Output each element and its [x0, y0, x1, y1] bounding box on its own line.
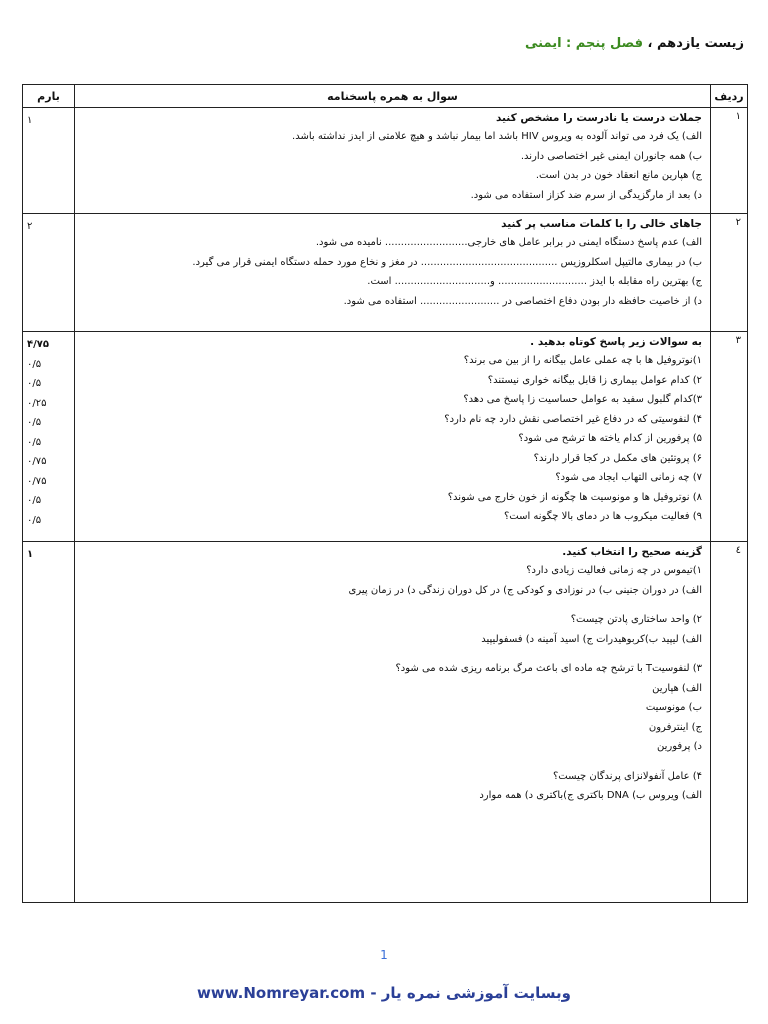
question-title: به سوالات زیر پاسخ کوتاه بدهید .	[530, 336, 702, 348]
row-number: ۲	[711, 214, 748, 332]
footer-website-link[interactable]: وبسایت آموزشی نمره یار - www.Nomreyar.com	[197, 984, 571, 1002]
question-line: ۱)نوتروفیل ها با چه عملی عامل بیگانه را از بین می برند؟	[463, 355, 702, 366]
col-question-header: سوال به همره پاسخنامه	[75, 85, 711, 108]
score-value: ۰/۵	[27, 495, 42, 506]
chapter-title: فصل پنجم : ایمنی	[525, 36, 643, 51]
col-score-header: بارم	[23, 85, 75, 108]
question-cell	[75, 542, 711, 903]
score-value: ۰/۵	[27, 514, 42, 526]
score-value: ۰/۵	[27, 378, 42, 389]
score-value: ۰/۲۵	[27, 397, 47, 409]
question-line: د) بعد از مارگزیدگی از سرم ضد کزاز استفاده می شود.	[470, 189, 702, 201]
score-value: ۰/۵	[27, 358, 42, 370]
question-line: ب) همه جانوران ایمنی غیر اختصاصی دارند.	[520, 150, 702, 162]
question-row-4	[23, 542, 748, 903]
question-cell	[75, 214, 711, 332]
option-line: الف) ویروس ب) DNA باکتری ج)باکتری د) همه موارد	[479, 790, 702, 801]
question-line: ۱)تیموس در چه زمانی فعالیت زیادی دارد؟	[526, 565, 702, 576]
question-line: ب) در بیماری مالتیپل اسکلروزیس ........................................... در مغز و نخاع مورد حمله دستگاه ایمنی قرار می گیرد.	[192, 256, 702, 268]
question-line: ۳) لنفوسیتT با ترشح چه ماده ای باعث مرگ برنامه ریزی شده می شود؟	[395, 663, 702, 674]
score-cell	[23, 332, 75, 542]
question-line: د) از خاصیت حافظه دار بودن دفاع اختصاصی در ......................... استفاده می شود.	[343, 295, 702, 307]
option-line: الف) لیپید ب)کربوهیدرات ج) اسید آمینه د) فسفولیپید	[481, 633, 702, 645]
exam-table	[22, 84, 748, 903]
score-value: ۱	[27, 115, 33, 126]
score-value: ۰/۵	[27, 417, 42, 428]
score-value: ۲	[27, 221, 33, 232]
question-line: ج) بهترین راه مقابله با ایدز ............................ و.............................. است.	[367, 276, 702, 287]
question-row-2	[23, 214, 748, 332]
page-header	[525, 36, 744, 51]
score-value: ۰/۷۵	[27, 456, 47, 467]
score-cell	[23, 108, 75, 214]
question-line: ۸) نوتروفیل ها و مونوسیت ها چگونه از خون خارج می شوند؟	[447, 491, 702, 503]
row-number: ۱	[711, 108, 748, 214]
score-value: ۰/۷۵	[27, 475, 47, 487]
question-line: ج) هپارین مانع انعقاد خون در بدن است.	[535, 170, 702, 181]
question-title: جملات درست یا نادرست را مشخص کنید	[495, 112, 702, 124]
score-cell	[23, 542, 75, 903]
question-line: ۲) واحد ساختاری پادتن چیست؟	[570, 614, 702, 625]
question-line: ۴) عامل آنفولانزای پرندگان چیست؟	[552, 770, 702, 782]
score-value: ۰/۵	[27, 436, 42, 448]
page-number: 1	[380, 948, 388, 962]
question-line: ۲) کدام عوامل بیماری زا قابل بیگانه خواری نیستند؟	[487, 374, 702, 386]
option-line: ج) اینترفرون	[648, 721, 702, 733]
question-line: ۷) چه زمانی التهاب ایجاد می شود؟	[555, 472, 702, 483]
row-number: ٤	[711, 542, 748, 903]
question-line: ۵) پرفورین از کدام یاخته ها ترشح می شود؟	[518, 433, 702, 444]
question-line: الف) عدم پاسخ دستگاه ایمنی در برابر عامل های خارجی.......................... نامیده می شود.	[315, 237, 702, 248]
question-cell	[75, 108, 711, 214]
question-title: جاهای خالی را با کلمات مناسب پر کنید	[501, 218, 702, 230]
subject-title: زیست یازدهم ،	[647, 36, 744, 51]
row-number: ۳	[711, 332, 748, 542]
question-row-1	[23, 108, 748, 214]
question-cell	[75, 332, 711, 542]
question-title: گزینه صحیح را انتخاب کنید.	[562, 546, 702, 558]
score-total: ۴/۷۵	[27, 339, 49, 350]
question-line: ۹) فعالیت میکروب ها در دمای بالا چگونه است؟	[503, 511, 702, 522]
col-num-header: ردیف	[711, 85, 748, 108]
question-line: الف) یک فرد می تواند آلوده به ویروس HIV باشد اما بیمار نباشد و هیچ علامتی از ایدز نداشته باشد.	[292, 131, 702, 142]
question-line: ۴) لنفوسیتی که در دفاع غیر اختصاصی نقش دارد چه نام دارد؟	[444, 413, 702, 425]
score-cell	[23, 214, 75, 332]
question-line: ۳)کدام گلبول سفید به عوامل حساسیت زا پاسخ می دهد؟	[463, 394, 702, 405]
option-line: ب) مونوسیت	[645, 702, 702, 713]
option-line: د) پرفورین	[656, 741, 702, 752]
option-line: الف) هپارین	[652, 682, 702, 694]
question-row-3	[23, 332, 748, 542]
option-line: الف) در دوران جنینی ب) در نوزادی و کودکی ج) در کل دوران زندگی د) در زمان پیری	[348, 584, 702, 596]
question-line: ۶) پروتئین های مکمل در کجا قرار دارند؟	[533, 452, 702, 464]
score-value: ۱	[27, 549, 34, 560]
